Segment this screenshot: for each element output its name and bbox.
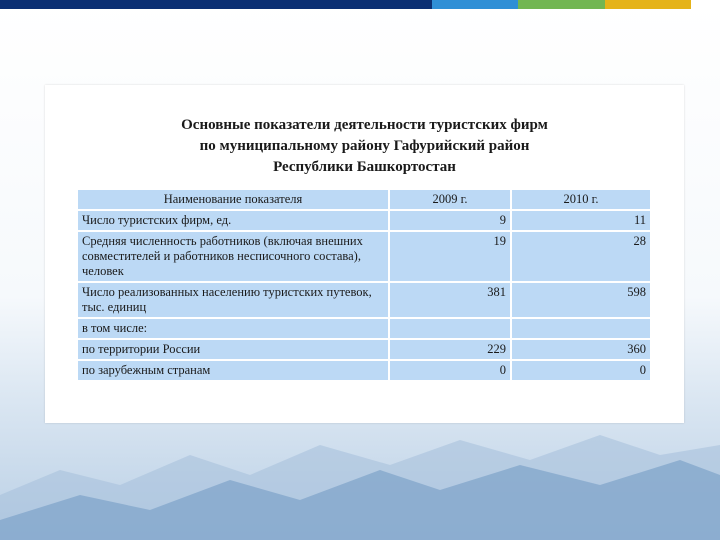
value-2010: 598 (512, 283, 650, 317)
header-year-2010: 2010 г. (512, 190, 650, 209)
row-label: Число реализованных населению туристских путевок, тыс. единиц (78, 283, 388, 317)
slide-content-card (45, 85, 684, 423)
row-label: по территории России (78, 340, 388, 359)
value-2009: 381 (390, 283, 510, 317)
value-2010: 360 (512, 340, 650, 359)
table-header-row (78, 190, 650, 209)
top-bar-blue-segment (432, 0, 518, 9)
top-bar-yellow-segment (605, 0, 691, 9)
value-2009: 229 (390, 340, 510, 359)
table-row (78, 340, 650, 359)
top-bar-navy-segment (0, 0, 432, 9)
title-line-1: Основные показатели деятельности туристских фирм (181, 117, 548, 133)
statistics-table (76, 188, 652, 382)
table-row (78, 211, 650, 230)
value-2009: 19 (390, 232, 510, 281)
value-2010: 28 (512, 232, 650, 281)
row-label: Число туристских фирм, ед. (78, 211, 388, 230)
row-label: в том числе: (78, 319, 388, 338)
table-row (78, 232, 650, 281)
header-year-2009: 2009 г. (390, 190, 510, 209)
title-line-3: Республики Башкортостан (273, 159, 456, 175)
value-2009: 0 (390, 361, 510, 380)
value-2010: 11 (512, 211, 650, 230)
value-2010 (512, 319, 650, 338)
value-2009 (390, 319, 510, 338)
top-color-bar (0, 0, 720, 9)
row-label: Средняя численность работников (включая внешних совместителей и работников несписочного состава), человек (78, 232, 388, 281)
value-2010: 0 (512, 361, 650, 380)
document-title (45, 115, 684, 178)
title-line-2: по муниципальному району Гафурийский район (199, 138, 530, 154)
row-label: по зарубежным странам (78, 361, 388, 380)
table-row (78, 283, 650, 317)
value-2009: 9 (390, 211, 510, 230)
header-indicator-name: Наименование показателя (78, 190, 388, 209)
table-row (78, 361, 650, 380)
table-row (78, 319, 650, 338)
top-bar-end-segment (691, 0, 720, 9)
top-bar-green-segment (518, 0, 605, 9)
